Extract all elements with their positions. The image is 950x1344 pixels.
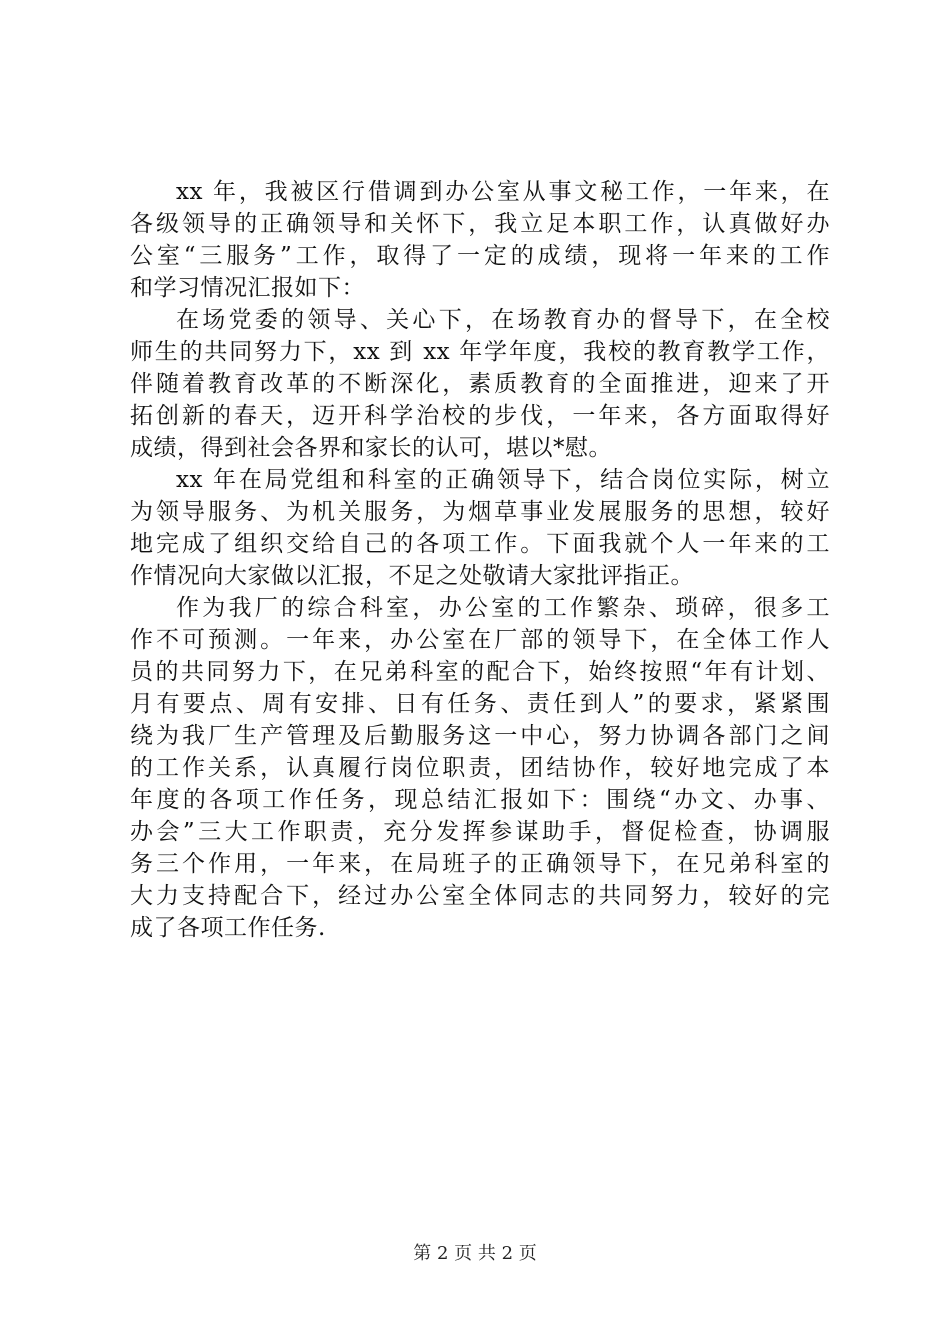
text-line: 务三个作用，一年来，在局班子的正确领导下，在兄弟科室的 <box>130 851 830 877</box>
text-line: 在场党委的领导、关心下，在场教育办的督导下，在全校 <box>176 307 830 333</box>
paragraph-1 <box>130 176 830 304</box>
document-body <box>130 176 830 944</box>
page-number-footer: 第 2 页 共 2 页 <box>413 1243 537 1264</box>
text-line: 成绩，得到社会各界和家长的认可，堪以*慰。 <box>130 435 612 461</box>
text-line: 拓创新的春天，迈开科学治校的步伐，一年来，各方面取得好 <box>130 403 830 429</box>
text-line: 公室“三服务”工作，取得了一定的成绩，现将一年来的工作 <box>130 243 830 269</box>
text-line: 作情况向大家做以汇报，不足之处敬请大家批评指正。 <box>130 563 694 589</box>
text-line: 的工作关系，认真履行岗位职责，团结协作，较好地完成了本 <box>130 755 830 781</box>
text-line: 大力支持配合下，经过办公室全体同志的共同努力，较好的完 <box>130 883 830 909</box>
text-line: 各级领导的正确领导和关怀下，我立足本职工作，认真做好办 <box>130 211 830 237</box>
text-line: 作为我厂的综合科室，办公室的工作繁杂、琐碎，很多工 <box>176 595 830 621</box>
text-line: 师生的共同努力下，xx 到 xx 年学年度，我校的教育教学工作， <box>130 339 830 365</box>
text-line: 伴随着教育改革的不断深化，素质教育的全面推进，迎来了开 <box>130 371 830 397</box>
text-line: 员的共同努力下，在兄弟科室的配合下，始终按照“年有计划、 <box>130 659 830 685</box>
text-line: xx 年，我被区行借调到办公室从事文秘工作，一年来，在 <box>176 179 830 205</box>
paragraph-2 <box>130 304 830 464</box>
text-line: 作不可预测。一年来，办公室在厂部的领导下，在全体工作人 <box>130 627 830 653</box>
text-line: 月有要点、周有安排、日有任务、责任到人”的要求，紧紧围 <box>130 691 830 717</box>
paragraph-3 <box>130 464 830 592</box>
text-line: xx 年在局党组和科室的正确领导下，结合岗位实际，树立 <box>176 467 830 493</box>
text-line: 成了各项工作任务. <box>130 915 326 941</box>
text-line: 为领导服务、为机关服务，为烟草事业发展服务的思想，较好 <box>130 499 830 525</box>
text-line: 和学习情况汇报如下： <box>130 275 365 301</box>
text-line: 办会”三大工作职责，充分发挥参谋助手，督促检查，协调服 <box>130 819 830 845</box>
text-line: 绕为我厂生产管理及后勤服务这一中心，努力协调各部门之间 <box>130 723 830 749</box>
text-line: 地完成了组织交给自己的各项工作。下面我就个人一年来的工 <box>130 531 830 557</box>
paragraph-4 <box>130 592 830 944</box>
text-line: 年度的各项工作任务，现总结汇报如下：围绕“办文、办事、 <box>130 787 830 813</box>
